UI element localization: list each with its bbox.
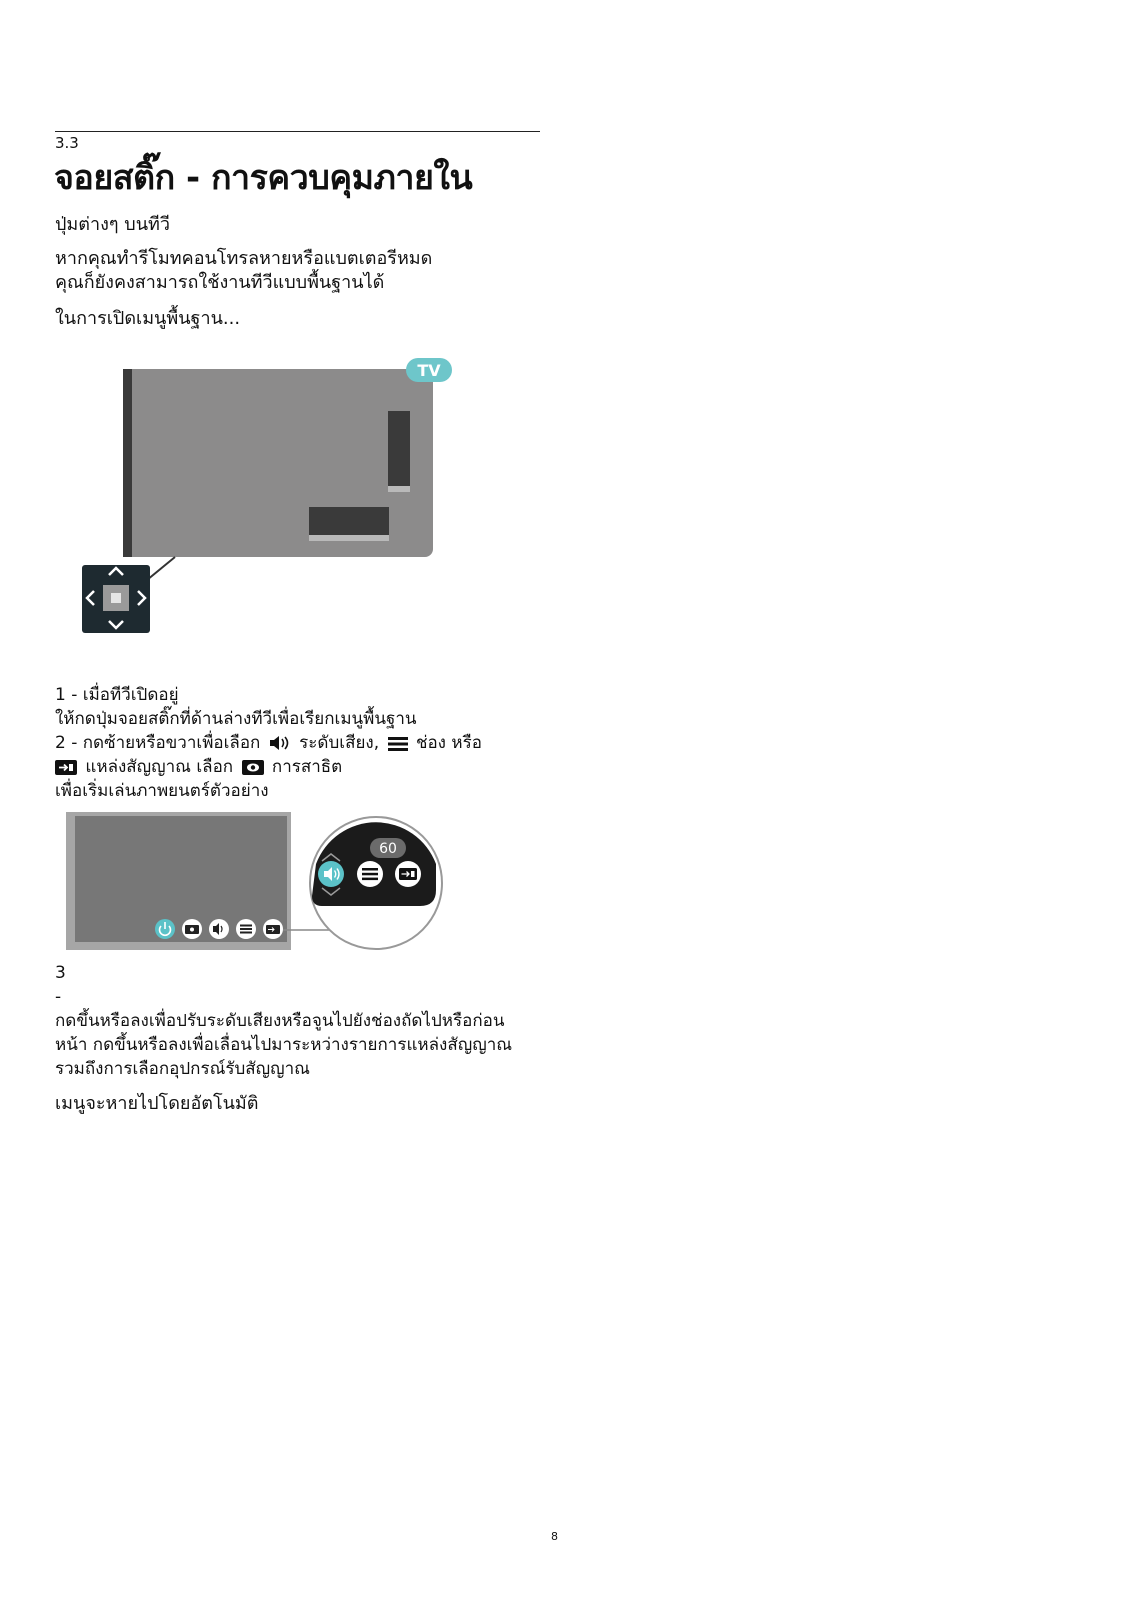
step-3-line-2: หน้า กดขึ้นหรือลงเพื่อเลื่อนไปมาระหว่างรายการแหล่งสัญญาณ (55, 1035, 513, 1055)
step-1a: 1 - เมื่อทีวีเปิดอยู่ (55, 685, 179, 705)
demo-icon (242, 760, 264, 775)
tv-side-slot-base (388, 486, 410, 492)
step-3-line-3: รวมถึงการเลือกอุปกรณ์รับสัญญาณ (55, 1059, 310, 1079)
step-2a-prefix: 2 - กดซ้ายหรือขวาเพื่อเลือก (55, 733, 261, 753)
tv-side-slot (388, 411, 410, 486)
step-2b-source: แหล่งสัญญาณ เลือก (85, 757, 234, 777)
step-3-number: 3 (55, 963, 66, 983)
tv-menu-figure (60, 806, 460, 966)
channel-list-icon (388, 737, 408, 751)
step-2a-channel: ช่อง หรือ (415, 733, 482, 753)
tv-screen (75, 816, 287, 942)
step-2b (55, 755, 342, 779)
step-3-line-1: กดขึ้นหรือลงเพื่อปรับระดับเสียงหรือจูนไปยังช่องถัดไปหรือก่อน (55, 1011, 505, 1031)
tv-badge-label: TV (417, 361, 441, 380)
step-2a-volume: ระดับเสียง, (299, 733, 380, 753)
volume-level-value: 60 (379, 841, 397, 857)
intro-line-1: หากคุณทำรีโมทคอนโทรลหายหรือแบตเตอรีหมด (55, 248, 433, 269)
tv-edge (123, 369, 132, 557)
step-2c: เพื่อเริ่มเล่นภาพยนตร์ตัวอย่าง (55, 781, 269, 801)
step-2a (55, 731, 482, 755)
tv-connector-panel (309, 507, 389, 535)
step-1b: ให้กดปุ่มจอยสติ๊กที่ด้านล่างทีวีเพื่อเรียกเมนูพื้นฐาน (55, 709, 417, 729)
intro-line-2: คุณก็ยังคงสามารถใช้งานทีวีแบบพื้นฐานได้ (55, 272, 385, 293)
section-rule (55, 131, 540, 132)
open-menu-text: ในการเปิดเมนูพื้นฐาน... (55, 308, 241, 329)
tv-connector-base (309, 535, 389, 541)
joystick-center-dot (111, 593, 121, 603)
closing-text: เมนูจะหายไปโดยอัตโนมัติ (55, 1093, 259, 1114)
volume-icon (269, 735, 291, 751)
section-number: 3.3 (55, 134, 79, 152)
step-3-dash: - (55, 987, 62, 1007)
page-number: 8 (551, 1530, 558, 1543)
intro-heading: ปุ่มต่างๆ บนทีวี (55, 214, 170, 235)
step-2b-demo: การสาธิต (271, 757, 343, 777)
tv-joystick-figure (75, 355, 465, 655)
joystick-pointer-line (147, 557, 175, 580)
section-title: จอยสติ๊ก - การควบคุมภายใน (54, 158, 473, 198)
source-icon (55, 760, 77, 775)
